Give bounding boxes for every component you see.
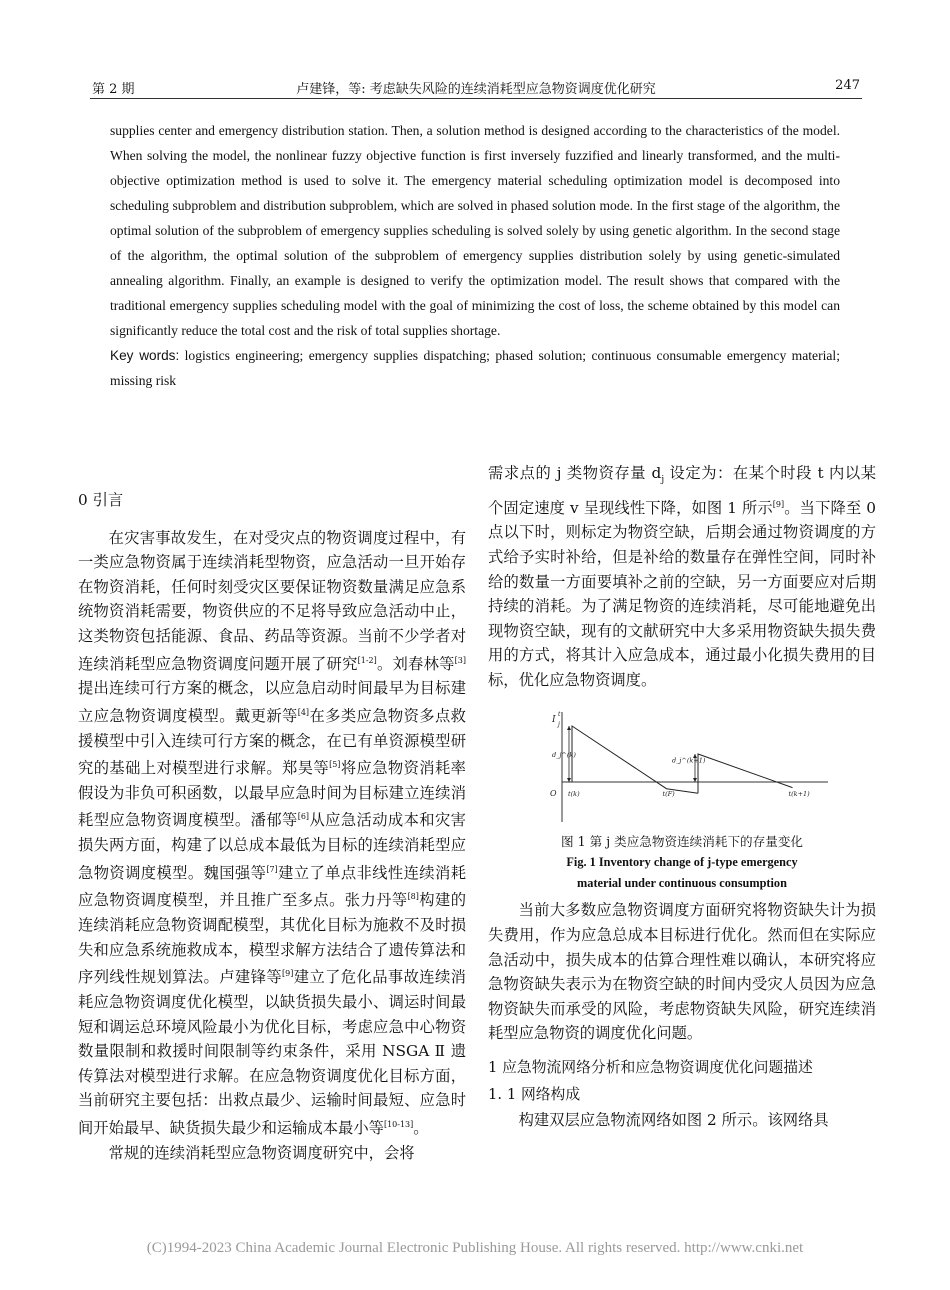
series-line-2 xyxy=(698,754,793,793)
annotation-dk: d_j^(k) xyxy=(552,751,576,760)
dim-arrow-dk1-head-bottom xyxy=(693,778,697,782)
page-number: 247 xyxy=(835,78,860,93)
annotation-dk1: d_j^(k+1) xyxy=(672,756,706,765)
y-axis-label-sup: t xyxy=(558,711,561,719)
section-1-heading: 1 应急物流网络分析和应急物资调度优化问题描述 xyxy=(488,1059,813,1077)
copyright-footer: (C)1994-2023 China Academic Journal Electronic Publishing House. All rights reserved. http://www.cnki.net xyxy=(146,1240,804,1256)
intro-paragraph-2-cont: 需求点的 j 类物资存量 $d_j$ 设定为：在某个时段 t 内以某个固定速度 v 呈现线性下降，如图 1 所示[9]。当下降至 0 点以下时，则标定为物资空缺，后期会通过物资调度的方式给予实时补给，但是补给的数量存在弹性空间，同时补给的数量一方面要填补之前的空缺，另一方面要应对后期持续的消耗。为了满足物资的连续消耗，尽可能地避免出现物资空缺，现有的文献研究中大多采用物资缺失损失费用的方式，将其计入应急成本，通过最小化损失费用的目标，优化应急物资调度。 xyxy=(488,464,876,689)
citation: [1-2] xyxy=(357,655,377,665)
figure-1-caption-en-line2: material under continuous consumption xyxy=(577,876,787,891)
citation: [9] xyxy=(282,969,294,979)
citation: [4] xyxy=(297,707,310,717)
citation: [3] xyxy=(454,655,466,665)
intro-paragraph-3: 当前大多数应急物资调度方面研究将物资缺失计为损失费用，作为应急总成本目标进行优化。然而但在实际应急活动中，损失成本的估算合理性难以确认，本研究将应急物资缺失表示为在物资空缺的时间内受灾人员因为应急物资缺失而承受的风险，考虑物资缺失风险，研究连续消耗型应急物资的调度优化问题。 xyxy=(488,901,876,1043)
x-tick-label: t(k+1) xyxy=(788,790,810,799)
origin-label: O xyxy=(550,789,557,799)
abstract-block xyxy=(110,118,840,393)
citation: [9] xyxy=(772,499,785,509)
citation: [5] xyxy=(329,760,341,770)
issue-number: 第 2 期 xyxy=(92,82,135,97)
citation: [10-13] xyxy=(383,1119,414,1129)
figure-1 xyxy=(488,706,876,894)
subsection-1-1-heading: 1. 1 网络构成 xyxy=(488,1086,581,1104)
keywords-line xyxy=(110,343,840,393)
intro-paragraph-2-start: 常规的连续消耗型应急物资调度研究中，会将 xyxy=(108,1143,415,1162)
keywords-text: logistics engineering; emergency supplies dispatching; phased solution; continuous consumable emergency material; missing risk xyxy=(110,348,840,388)
y-axis-label-sub: j xyxy=(558,721,560,729)
abstract-text: supplies center and emergency distribution station. Then, a solution method is designed according to the characteristics of the model. When solving the model, the nonlinear fuzzy objective function is first inversely fuzzified and linearly transformed, and the multi-objective optimization method is used to solve it. The emergency material scheduling optimization model is decomposed into scheduling subproblem and distribution subproblem, which are solved in phased solution mode. In the first stage of the algorithm, the optimal solution of the subproblem of emergency supplies scheduling is solved solely by using genetic algorithm. In the second stage of the algorithm, the optimal solution of the subproblem of emergency supplies distribution solely by using genetic-simulated annealing algorithm. Finally, an example is designed to verify the optimization model. The result shows that compared with the traditional emergency supplies scheduling model with the goal of minimizing the cost of loss, the scheme obtained by this model can significantly reduce the total cost and the risk of total supplies shortage. xyxy=(110,123,840,338)
citation: [6] xyxy=(297,812,310,822)
figure-1-caption-cn: 图 1 第 j 类应急物资连续消耗下的存量变化 xyxy=(560,834,804,850)
section-1-paragraph-1: 构建双层应急物流网络如图 2 所示。该网络具 xyxy=(518,1111,829,1130)
x-tick-label: t(F) xyxy=(662,790,675,799)
citation: [7] xyxy=(266,864,278,874)
x-tick-label: t(k) xyxy=(568,790,580,799)
inventory-chart xyxy=(532,706,832,832)
y-axis-label: I xyxy=(552,715,556,726)
running-title: 卢建锋，等: 考虑缺失风险的连续消耗型应急物资调度优化研究 xyxy=(296,82,656,97)
right-column xyxy=(488,461,876,1133)
intro-paragraph-1: 在灾害事故发生，在对受灾点的物资调度过程中，有一类应急物资属于连续消耗型物资，应急活动一旦开始存在物资消耗，任何时刻受灾区要保证物资数量满足应急系统物资消耗需要，物资供应的不足将导致应急活动中止，这类物资包括能源、食品、药品等资源。当前不少学者对连续消耗型应急物资调度问题开展了研究[1-2]。刘春林等[3]提出连续可行方案的概念，以应急启动时间最早为目标建立应急物资调度模型。戴更新等[4]在多类应急物资多点救援模型中引入连续可行方案的概念，在已有单资源模型研究的基础上对模型进行求解。郑昊等[5]将应急物资消耗率假设为非负可积函数，以最早应急时间为目标建立连续消耗型应急物资调度模型。潘郁等[6]从应急活动成本和灾害损失两方面，构建了以总成本最低为目标的连续消耗型应急物资调度模型。魏国强等[7]建立了单点非线性连续消耗应急物资调度模型，并且推广至多点。张力丹等[8]构建的连续消耗应急物资调配模型，其优化目标为施救不及时损失和应急系统施救成本，模型求解方法结合了遗传算法和序列线性规划算法。卢建锋等[9]建立了危化品事故连续消耗应急物资调度优化模型，以缺货损失最小、调运时间最短和调运总环境风险最小为优化目标，考虑应急中心物资数量限制和救援时间限制等约束条件，采用 NSGA Ⅱ 遗传算法对模型进行求解。在应急物资调度优化目标方面，当前研究主要包括：出救点最少、运输时间最短、应急时间开始最早、缺货损失最少和运输成本最小等[10-13]。 xyxy=(78,528,466,1137)
running-header xyxy=(90,76,862,99)
dim-arrow-dk-head-top xyxy=(567,726,571,730)
dim-arrow-dk-head-bottom xyxy=(567,778,571,782)
citation: [8] xyxy=(407,892,419,902)
section-0-heading: 0 引言 xyxy=(78,491,124,509)
figure-1-caption-en-line1: Fig. 1 Inventory change of j-type emergency xyxy=(566,855,798,870)
left-column xyxy=(78,488,466,1165)
keywords-label: Key words: xyxy=(110,348,180,363)
